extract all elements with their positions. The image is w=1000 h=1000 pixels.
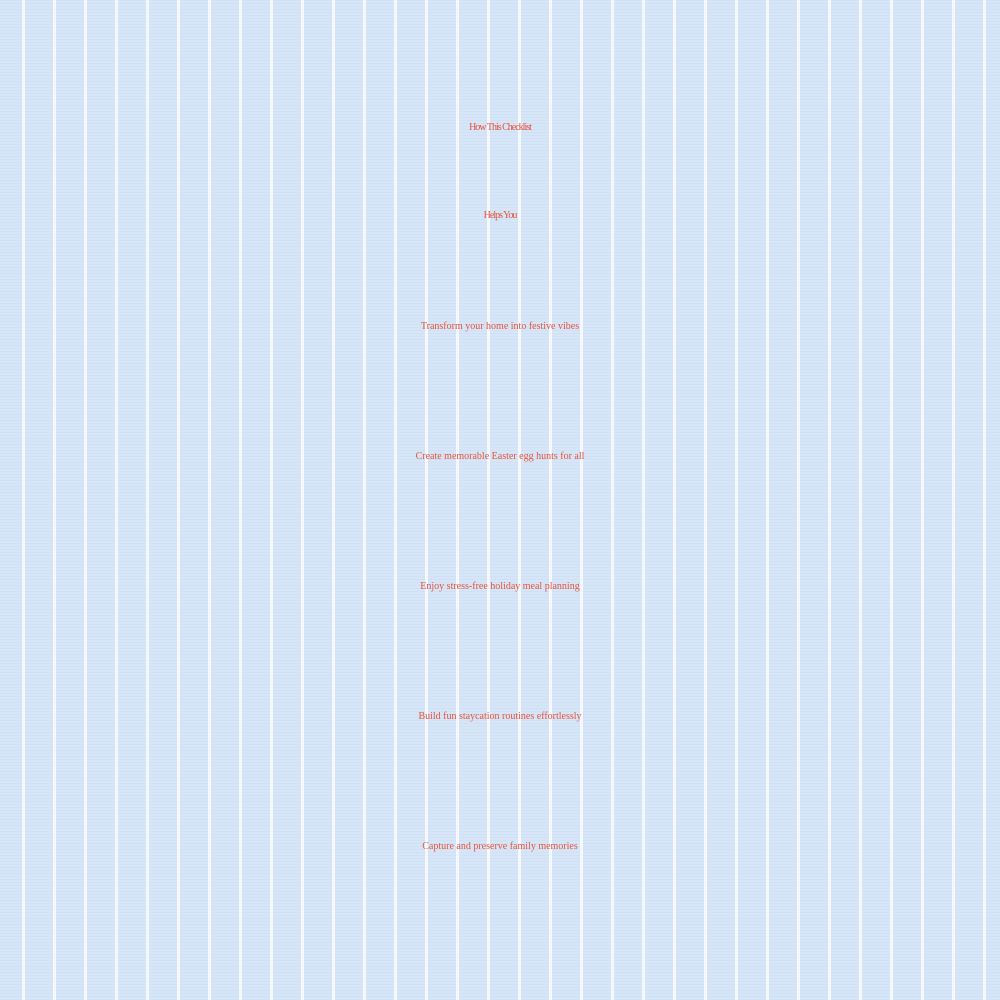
page-title (0, 84, 1000, 260)
benefit-item-staycation-routines: Build fun staycation routines effortlessly (418, 711, 582, 722)
benefit-item-family-memories: Capture and preserve family memories (422, 841, 578, 852)
benefits-list (0, 290, 1000, 940)
title-line-1: How This Checklist (469, 122, 531, 133)
benefit-item-meal-planning: Enjoy stress-free holiday meal planning (420, 581, 580, 592)
benefit-item-easter-egg-hunts: Create memorable Easter egg hunts for all (415, 451, 585, 462)
benefit-item-transform-home: Transform your home into festive vibes (420, 321, 580, 332)
title-line-2: Helps You (483, 210, 517, 221)
